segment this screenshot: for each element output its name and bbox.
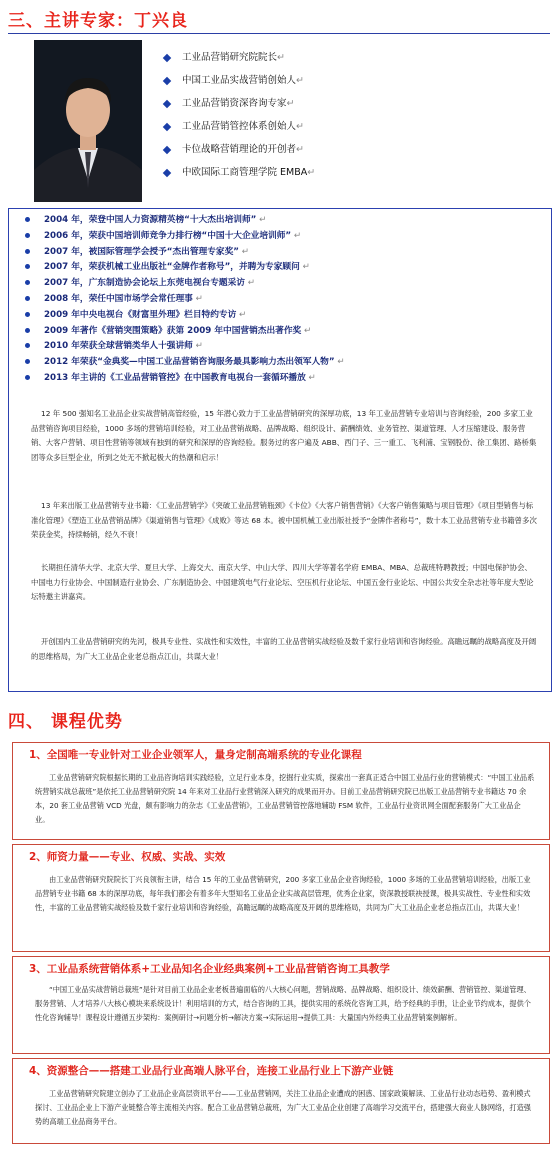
honor-item: 2009 年著作《营销突围策略》获第 2009 年中国营销杰出著作奖 ↵	[19, 324, 549, 340]
expert-titles-list	[162, 46, 542, 184]
advantage-body: 由工业品营销研究院院长丁兴良领衔主讲，结合 15 年的工业品营销研究，200 多家工业品企业咨询经验，1000 多场的工业品营销培训经验，出版工业品营销专业书籍 68 本的深厚功底，每年我们都会有着多年大型知名工业品企业实战高层管理，优秀企业家，资深教授联袂授课，极具实战性、专业性和实效性，丰富的工业品营销实战经验及数千家行业培训和咨询经验，高瞻远瞩的战略高度及开阔的思维格局，共同为广大工业品企业老总指点江山，共谋大业！	[35, 875, 531, 912]
honor-item: 2007 年，被国际管理学会授予“杰出管理专家奖” ↵	[19, 245, 549, 261]
title-item: 工业品营销研究院院长↵	[162, 46, 542, 69]
round-bullet-icon	[25, 328, 30, 333]
section-title-advantages: 四、 课程优势	[8, 712, 123, 732]
bio-paragraph: 13 年来出版工业品营销专业书籍：《工业品营销学》《突破工业品营销瓶颈》《卡位》《大客户销售营销》《大客户销售策略与项目管理》《项目型销售与标准化管理》《塑造工业品营销品牌》《渠道销售与管理》《成败》等达 68 本。被中国机械工业出版社授予“金牌作者称号”，数十本工业品营销专业书籍曾多次荣获金奖，持续畅销，经久不衰！	[31, 501, 537, 540]
advantage-heading: 2、师资力量——专业、权威、实战、实效	[29, 851, 226, 863]
advantage-box	[12, 956, 550, 1054]
advantage-box	[12, 1058, 550, 1144]
round-bullet-icon	[25, 233, 30, 238]
title-item: 中国工业品实战营销创始人↵	[162, 69, 542, 92]
honor-item: 2007 年，广东制造协会论坛上东莞电视台专题采访 ↵	[19, 276, 549, 292]
diamond-bullet-icon	[163, 53, 171, 61]
honor-item: 2012 年荣获“金典奖—中国工业品营销咨询服务最具影响力杰出领军人物” ↵	[19, 355, 549, 371]
round-bullet-icon	[25, 312, 30, 317]
title-item: 工业品营销资深咨询专家↵	[162, 92, 542, 115]
honor-item: 2010 年荣获全球营销类华人十强讲师 ↵	[19, 339, 549, 355]
advantage-box	[12, 844, 550, 952]
diamond-bullet-icon	[163, 99, 171, 107]
honors-bio-frame	[8, 208, 552, 692]
round-bullet-icon	[25, 249, 30, 254]
round-bullet-icon	[25, 296, 30, 301]
honor-item: 2013 年主讲的《工业品营销管控》在中国教育电视台一套循环播放 ↵	[19, 371, 549, 387]
title-item: 卡位战略营销理论的开创者↵	[162, 138, 542, 161]
honor-item: 2004 年，荣登中国人力资源精英榜“十大杰出培训师” ↵	[19, 213, 549, 229]
advantage-heading: 3、工业品系统营销体系+工业品知名企业经典案例+工业品营销咨询工具教学	[29, 963, 390, 975]
honor-item: 2007 年，荣获机械工业出版社“金牌作者称号”，并聘为专家顾问 ↵	[19, 260, 549, 276]
honor-item: 2009 年中央电视台《财富里外理》栏目特约专访 ↵	[19, 308, 549, 324]
diamond-bullet-icon	[163, 168, 171, 176]
round-bullet-icon	[25, 359, 30, 364]
section-title-expert: 三、主讲专家：丁兴良	[8, 11, 188, 31]
advantage-body: 工业品营销研究院建立创办了工业品企业高层资讯平台——工业品营销网，关注工业品企业遭成的困惑、国家政策解读、工业品行业动态趋势、盈利模式探讨、工业品企业上下游产业链整合等主流相关内容。配合工业品营销总裁班，为广大工业品企业创建了高端学习交流平台，搭建强大商业人脉网络，打造强势的高端工业品商务平台。	[35, 1089, 531, 1126]
advantage-heading: 1、全国唯一专业针对工业企业领军人，量身定制高端系统的专业化课程	[29, 749, 362, 761]
honor-item: 2006 年，荣获中国培训师竞争力排行榜“中国十大企业培训师” ↵	[19, 229, 549, 245]
diamond-bullet-icon	[163, 122, 171, 130]
round-bullet-icon	[25, 217, 30, 222]
advantage-box	[12, 742, 550, 840]
advantage-body: 工业品营销研究院根据长期的工业品咨询培训实践经验，立足行业本身，挖掘行业实质，探索出一套真正适合中国工业品行业的营销模式：“中国工业品系统营销实战总裁班”是依托工业品营销研究院 14 年来对工业品行业营销深入研究的成果而开办。目前工业品营销研究院已出版工业品营销专业书籍达 70 余本，20 套工业品营销 VCD 光盘，颇有影响力的杂志《工业品营销》，工业品营销管控落地辅助 FSM 软件，工业品行业资讯网全面配套服务广大工业品企业。	[35, 773, 535, 824]
speaker-photo	[34, 40, 142, 202]
title-item: 工业品营销管控体系创始人↵	[162, 115, 542, 138]
bio-paragraph: 12 年 500 强知名工业品企业实战营销高管经验，15 年潜心致力于工业品营销研究的深厚功底，13 年工业品营销专业培训与咨询经验，200 多家工业品营销咨询项目经验，1000 多场的营销培训经验，对工业品营销战略、品牌战略、组织设计、薪酬绩效、业务管控、渠道管理、人才压缩建设、服务营销、大客户营销、项目性营销等领域有独到的研究和深厚的咨询经验。服务过的客户遍及 ABB、西门子、三一重工、飞利浦、宝钢股份、徐工集团、路桥集团等众多巨型企业，所到之处无不掀起极大的热潮和启示！	[31, 409, 537, 462]
advantage-body: “中国工业品实战营销总裁班”是针对目前工业品企业老板普遍面临的八大核心问题，营销战略、品牌战略、组织设计、绩效薪酬、营销管控、渠道管理、服务营销、人才培养八大核心模块来系统设计！利用培训的方式，结合咨询的工具，提供实用的系统化咨询工具，给予经典的手册，让企业节约成本，提供个性化咨询辅导！课程设计遵循五步架构：案例研讨→问题分析→解决方案→实际运用→提供工具：大量国内外经典工业品营销案例解析。	[35, 985, 531, 1022]
bio-paragraph: 长期担任清华大学、北京大学、夏旦大学、上海交大、南京大学、中山大学、四川大学等著名学府 EMBA、MBA、总裁班特聘教授；中国电保护协会、中国电力行业协会、中国制造行业协会、广东制造协会、中国建筑电气行业论坛、空压机行业论坛、中国五金行业论坛、中国公共安全杂志社等年度大型论坛特邀主讲嘉宾。	[31, 563, 534, 602]
title-item: 中欧国际工商管理学院 EMBA↵	[162, 161, 542, 184]
round-bullet-icon	[25, 280, 30, 285]
bio-paragraph: 开创国内工业品营销研究的先河，极具专业性、实战性和实效性，丰富的工业品营销实战经验及数千家行业培训和咨询经验。高瞻远瞩的战略高度及开阔的思维格局，为广大工业品企业老总指点江山，共谋大业！	[31, 637, 537, 661]
round-bullet-icon	[25, 343, 30, 348]
diamond-bullet-icon	[163, 76, 171, 84]
round-bullet-icon	[25, 375, 30, 380]
diamond-bullet-icon	[163, 145, 171, 153]
honors-list	[19, 213, 549, 387]
round-bullet-icon	[25, 264, 30, 269]
advantage-heading: 4、资源整合——搭建工业品行业高端人脉平台，连接工业品行业上下游产业链	[29, 1065, 394, 1077]
section-divider	[8, 33, 550, 34]
honor-item: 2008 年，荣任中国市场学会常任理事 ↵	[19, 292, 549, 308]
